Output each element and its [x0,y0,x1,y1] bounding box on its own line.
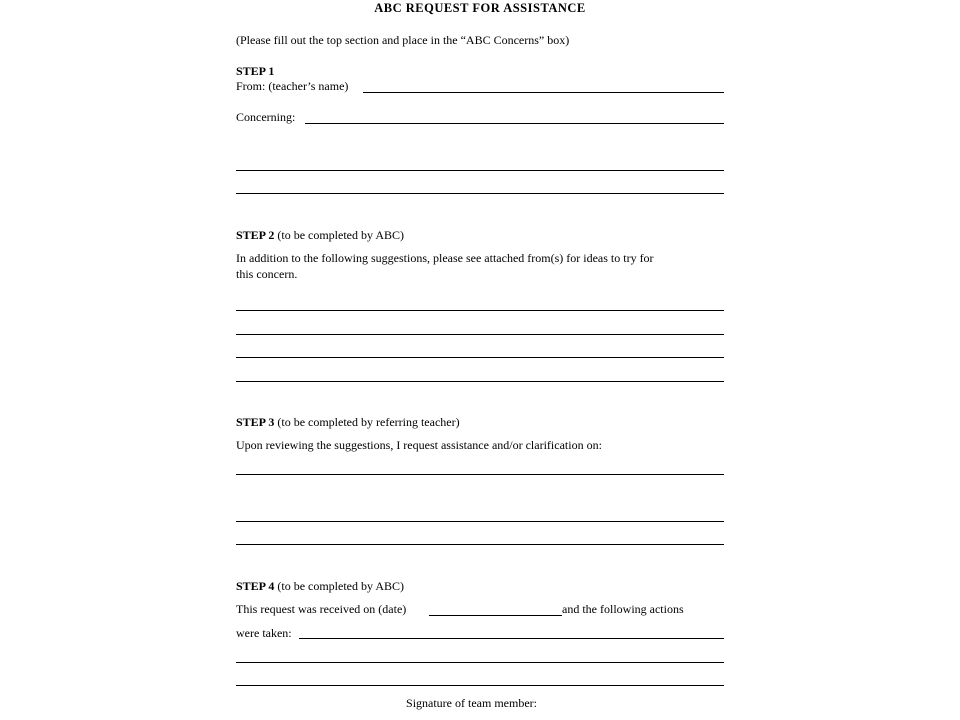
step2-heading-row [236,228,404,242]
signature-label: Signature of team member: [406,696,537,710]
actions-extra-line[interactable] [236,685,724,686]
step1-heading: STEP 1 [236,64,275,78]
step2-input-line[interactable] [236,357,724,358]
step2-note: (to be completed by ABC) [274,228,405,242]
from-input-line[interactable] [363,92,724,93]
step3-heading: STEP 3 [236,415,275,429]
step3-note: (to be completed by referring teacher) [274,415,460,429]
step2-input-line[interactable] [236,381,724,382]
step4-heading-row [236,579,404,593]
step2-input-line[interactable] [236,310,724,311]
concerning-extra-line[interactable] [236,170,724,171]
received-label: This request was received on (date) [236,602,407,616]
from-label: From: (teacher’s name) [236,79,349,93]
step3-heading-row [236,415,460,429]
step2-text-line1: In addition to the following suggestions, please see attached from(s) for ideas to try for [236,251,654,265]
actions-extra-line[interactable] [236,662,724,663]
concerning-extra-line[interactable] [236,193,724,194]
step4-note: (to be completed by ABC) [274,579,405,593]
step2-input-line[interactable] [236,334,724,335]
received-suffix: and the following actions [562,602,684,616]
instructions-text: (Please fill out the top section and place in the “ABC Concerns” box) [236,33,570,47]
received-date-line[interactable] [429,615,562,616]
step4-heading: STEP 4 [236,579,275,593]
actions-input-line[interactable] [299,638,724,639]
step3-text: Upon reviewing the suggestions, I request assistance and/or clarification on: [236,438,602,452]
step2-heading: STEP 2 [236,228,275,242]
document-title: ABC REQUEST FOR ASSISTANCE [374,1,586,15]
step3-input-line[interactable] [236,544,724,545]
step3-input-line[interactable] [236,474,724,475]
step3-input-line[interactable] [236,521,724,522]
concerning-input-line[interactable] [305,123,724,124]
concerning-label: Concerning: [236,110,296,124]
step2-text-line2: this concern. [236,267,298,281]
actions-label: were taken: [236,626,292,640]
